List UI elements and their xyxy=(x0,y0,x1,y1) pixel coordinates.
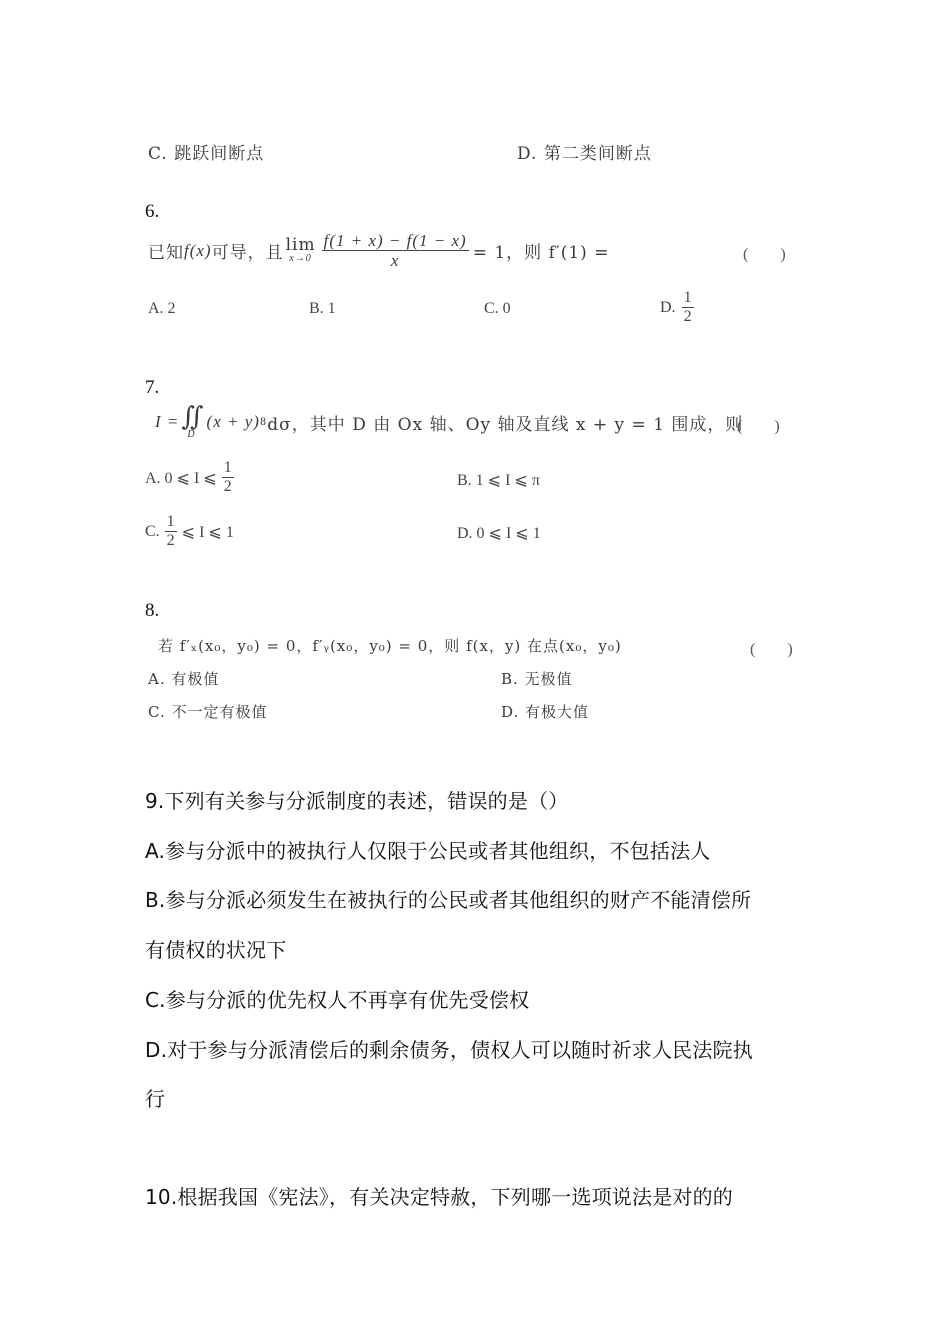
q8-answer-paren: ( ) xyxy=(750,641,793,658)
q7-integral xyxy=(181,404,204,440)
q6-option-d-den: 2 xyxy=(683,308,692,325)
q9-option-d-line1: D.对于参与分派清偿后的剩余债务，债权人可以随时祈求人民法院执 xyxy=(145,1038,753,1062)
q6-fraction xyxy=(322,232,469,269)
q6-stem-fx: f(x) xyxy=(184,240,212,260)
q6-option-a: A. 2 xyxy=(148,300,176,317)
q7-option-a-prefix: A. 0 ⩽ I ⩽ xyxy=(145,469,217,487)
q6-stem xyxy=(148,232,609,269)
q10-stem: 10.根据我国《宪法》，有关决定特赦，下列哪一选项说法是对的的 xyxy=(145,1185,734,1209)
q6-frac-den: x xyxy=(390,251,400,270)
q7-option-a-fraction xyxy=(222,460,234,495)
q6-answer-paren: ( ) xyxy=(743,246,786,263)
q7-stem-lhs: I = xyxy=(155,412,180,431)
q9-stem: 9.下列有关参与分派制度的表述，错误的是（） xyxy=(145,789,569,813)
q5-option-d: D. 第二类间断点 xyxy=(517,144,652,164)
q7-integrand: (x + y) xyxy=(206,412,260,431)
q6-stem-prefix: 已知 xyxy=(148,243,184,263)
q7-dsigma: dσ， xyxy=(267,414,310,435)
q9-option-d-line2: 行 xyxy=(145,1087,166,1111)
q7-integral-sign: ∬ xyxy=(181,402,205,432)
q8-option-d: D. 有极大值 xyxy=(501,703,590,721)
q7-option-a-den: 2 xyxy=(223,478,232,495)
q6-option-d-fraction xyxy=(682,290,694,325)
q6-lim-word: lim xyxy=(285,235,316,255)
q7-option-a xyxy=(145,460,234,495)
q5-option-c: C. 跳跃间断点 xyxy=(148,144,265,164)
q7-option-b: B. 1 ⩽ I ⩽ π xyxy=(457,472,540,489)
q9-option-a: A.参与分派中的被执行人仅限于公民或者其他组织，不包括法人 xyxy=(145,839,711,863)
q7-option-d: D. 0 ⩽ I ⩽ 1 xyxy=(457,525,541,542)
q9-option-b-line1: B.参与分派必须发生在被执行的公民或者其他组织的财产不能清偿所 xyxy=(145,888,752,912)
q7-option-c-den: 2 xyxy=(166,532,175,549)
q7-stem-text: 其中 D 由 Ox 轴、Oy 轴及直线 x + y = 1 围成，则 xyxy=(309,414,744,435)
q7-answer-paren: ( ) xyxy=(737,418,780,435)
q8-number: 8. xyxy=(145,600,160,621)
q7-number: 7. xyxy=(145,377,160,398)
q8-stem: 若 f′ₓ(x₀，y₀) = 0，f′ᵧ(x₀，y₀) = 0，则 f(x，y) 在点(x₀，y₀) xyxy=(158,637,622,655)
q6-option-d-prefix: D. xyxy=(660,298,676,316)
q6-number: 6. xyxy=(145,201,160,222)
q7-option-c-suffix: ⩽ I ⩽ 1 xyxy=(181,523,234,541)
q7-option-c xyxy=(145,514,234,549)
q7-option-c-num: 1 xyxy=(166,513,175,530)
q6-option-c: C. 0 xyxy=(484,300,511,317)
q7-power: 8 xyxy=(259,416,268,428)
q9-option-c: C.参与分派的优先权人不再享有优先受偿权 xyxy=(145,988,530,1012)
q6-limit xyxy=(286,237,316,264)
q6-option-d-num: 1 xyxy=(683,289,692,306)
q8-option-c: C. 不一定有极值 xyxy=(148,703,268,721)
q8-option-a: A. 有极值 xyxy=(148,670,220,688)
q7-stem xyxy=(155,404,743,440)
q8-option-b: B. 无极值 xyxy=(501,670,573,688)
q6-lim-sub: x→0 xyxy=(289,253,312,264)
q6-option-b: B. 1 xyxy=(309,300,336,317)
q6-frac-num: f(1 + x) − f(1 − x) xyxy=(323,231,467,250)
q7-region: D xyxy=(187,429,196,440)
q7-option-a-num: 1 xyxy=(223,459,232,476)
q6-stem-tail: = 1，则 f′(1) = xyxy=(472,243,610,263)
q7-option-c-prefix: C. xyxy=(145,522,160,540)
q6-stem-mid: 可导，且 xyxy=(211,243,284,263)
q6-option-d xyxy=(660,290,694,325)
q9-option-b-line2: 有债权的状况下 xyxy=(145,938,287,962)
q7-option-c-fraction xyxy=(165,514,177,549)
